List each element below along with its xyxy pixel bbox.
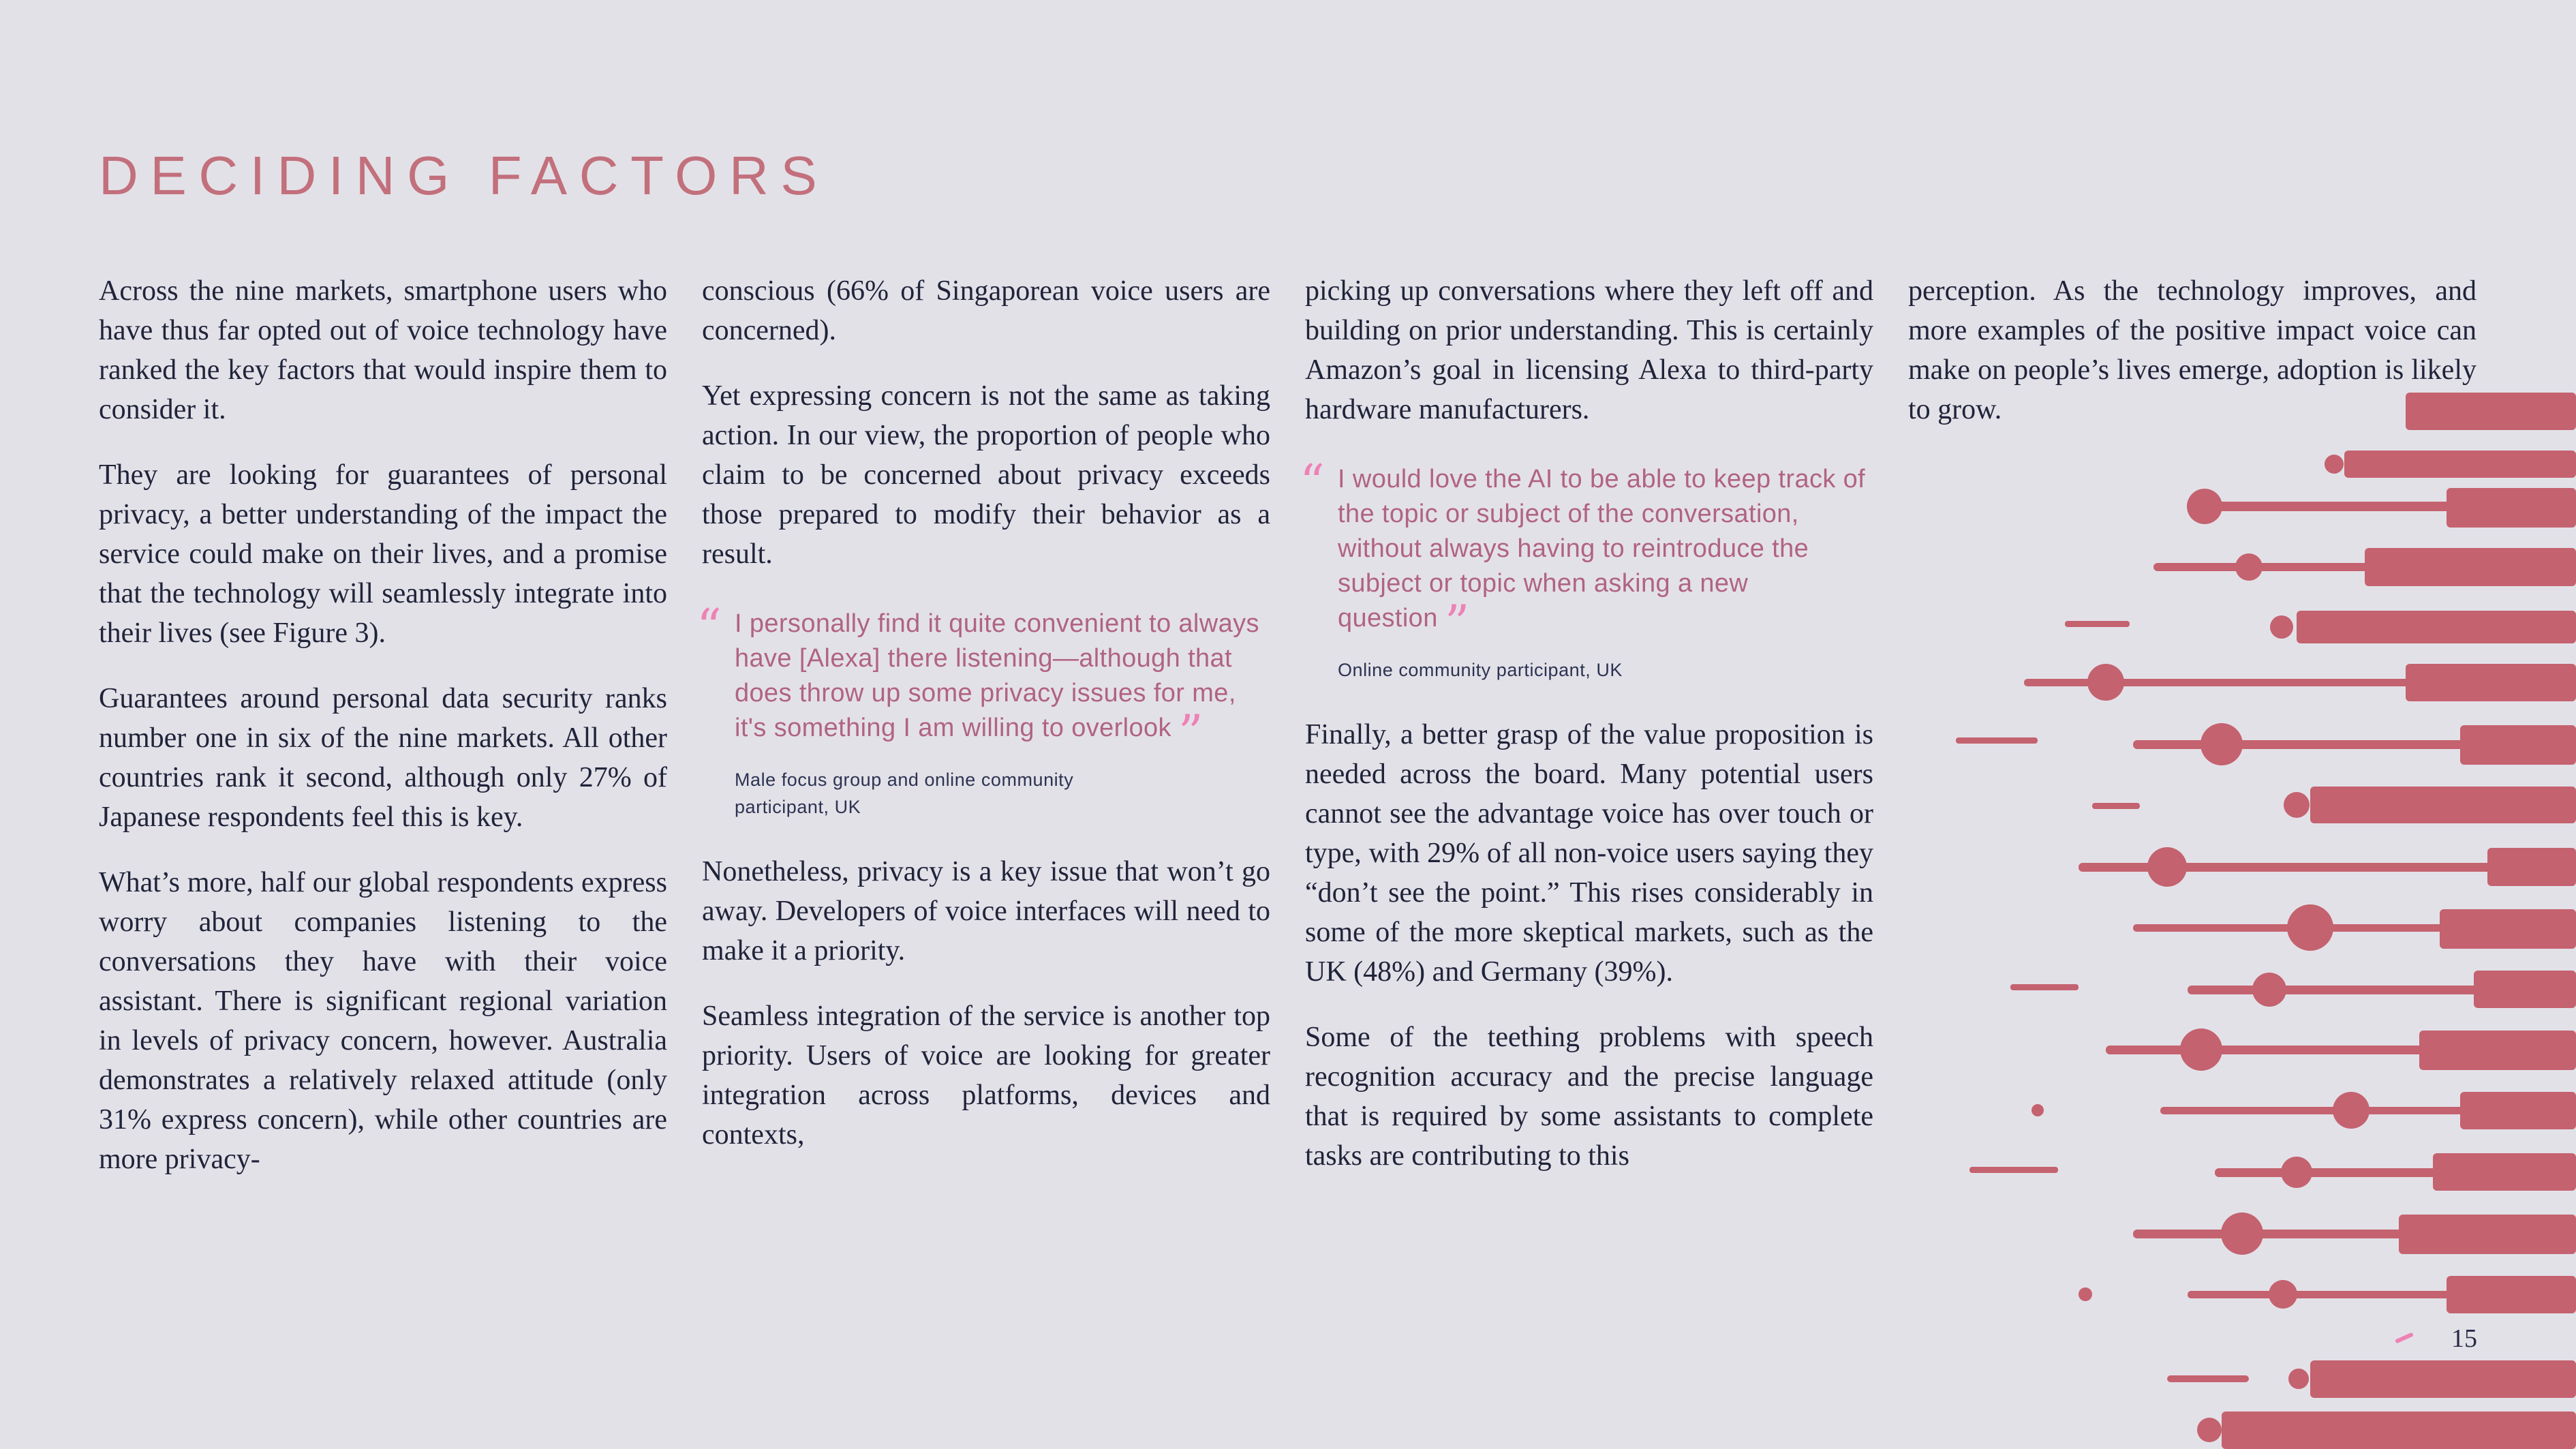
pull-quote: “ I personally find it quite convenient to always have [Alexa] there listening—although that does throw up some privacy issues for me, it's something I am willing to overlook ” (696, 598, 1259, 761)
quote-attribution: Male focus group and online community participant, UK (735, 769, 1074, 817)
body-paragraph: What’s more, half our global respondents express worry about companies listening to the conversations they have with their voice assistant. There is significant regional variation in levels of privacy concern, however. Australia demonstrates a relatively relaxed attitude (only 31% express concern), while other countries are more privacy- (99, 867, 667, 1175)
text-columns (99, 271, 2477, 1205)
page-number: 15 (2451, 1324, 2477, 1353)
text-column-4 (1908, 271, 2477, 1205)
page-title: DECIDING FACTORS (99, 145, 829, 206)
body-paragraph: Yet expressing concern is not the same as taking action. In our view, the proportion of people who claim to be concerned about privacy exceeds those prepared to modify their behavior as a result. (702, 380, 1270, 570)
body-paragraph: conscious (66% of Singaporean voice users are concerned). (702, 275, 1270, 346)
body-paragraph: They are looking for guarantees of personal privacy, a better understanding of the impact the service could make on their lives, and a promise that the technology will seamlessly integrate into their lives (see Figure 3). (99, 459, 667, 649)
text-column-3 (1300, 271, 1873, 1205)
text-column-1 (99, 271, 667, 1205)
close-quote-icon: ” (1444, 594, 1470, 652)
body-paragraph: Some of the teething problems with speech recognition accuracy and the precise language that is required by some assistants to complete tasks are contributing to this (1305, 1022, 1873, 1172)
pull-quote: “ I would love the AI to be able to keep track of the topic or subject of the conversation, without always having to reintroduce the subject or topic when asking a new question ” (1300, 454, 1866, 652)
body-paragraph: Finally, a better grasp of the value proposition is needed across the board. Many potential users cannot see the advantage voice has over touch or type, with 29% of all non-voice users saying they “don’t see the point.” This rises considerably in some of the more skeptical markets, such as the UK (48%) and Germany (39%). (1305, 719, 1873, 988)
body-paragraph: Seamless integration of the service is another top priority. Users of voice are looking for greater integration across platforms, devices and contexts, (702, 1001, 1270, 1150)
body-paragraph: Across the nine markets, smartphone users who have thus far opted out of voice technology have ranked the key factors that would inspire them to consider it. (99, 275, 667, 425)
pull-quote-text: I personally find it quite convenient to always have [Alexa] there listening—although that does throw up some privacy issues for me, it's something I am willing to overlook (735, 609, 1259, 742)
body-paragraph: picking up conversations where they left off and building on prior understanding. This is certainly Amazon’s goal in licensing Alexa to third-party hardware manufacturers. (1305, 275, 1873, 425)
body-paragraph: perception. As the technology improves, and more examples of the positive impact voice can make on people’s lives emerge, adoption is likely to grow. (1908, 275, 2477, 425)
body-paragraph: Nonetheless, privacy is a key issue that won’t go away. Developers of voice interfaces will need to make it a priority. (702, 856, 1270, 966)
body-paragraph: Guarantees around personal data security ranks number one in six of the nine markets. All other countries rank it second, although only 27% of Japanese respondents feel this is key. (99, 683, 667, 833)
quote-attribution: Online community participant, UK (1338, 660, 1623, 680)
text-column-2 (696, 271, 1270, 1205)
pull-quote-text: I would love the AI to be able to keep track of the topic or subject of the conversation, without always having to reintroduce the subject or topic when asking a new question (1338, 465, 1866, 632)
close-quote-icon: ” (1178, 704, 1204, 761)
